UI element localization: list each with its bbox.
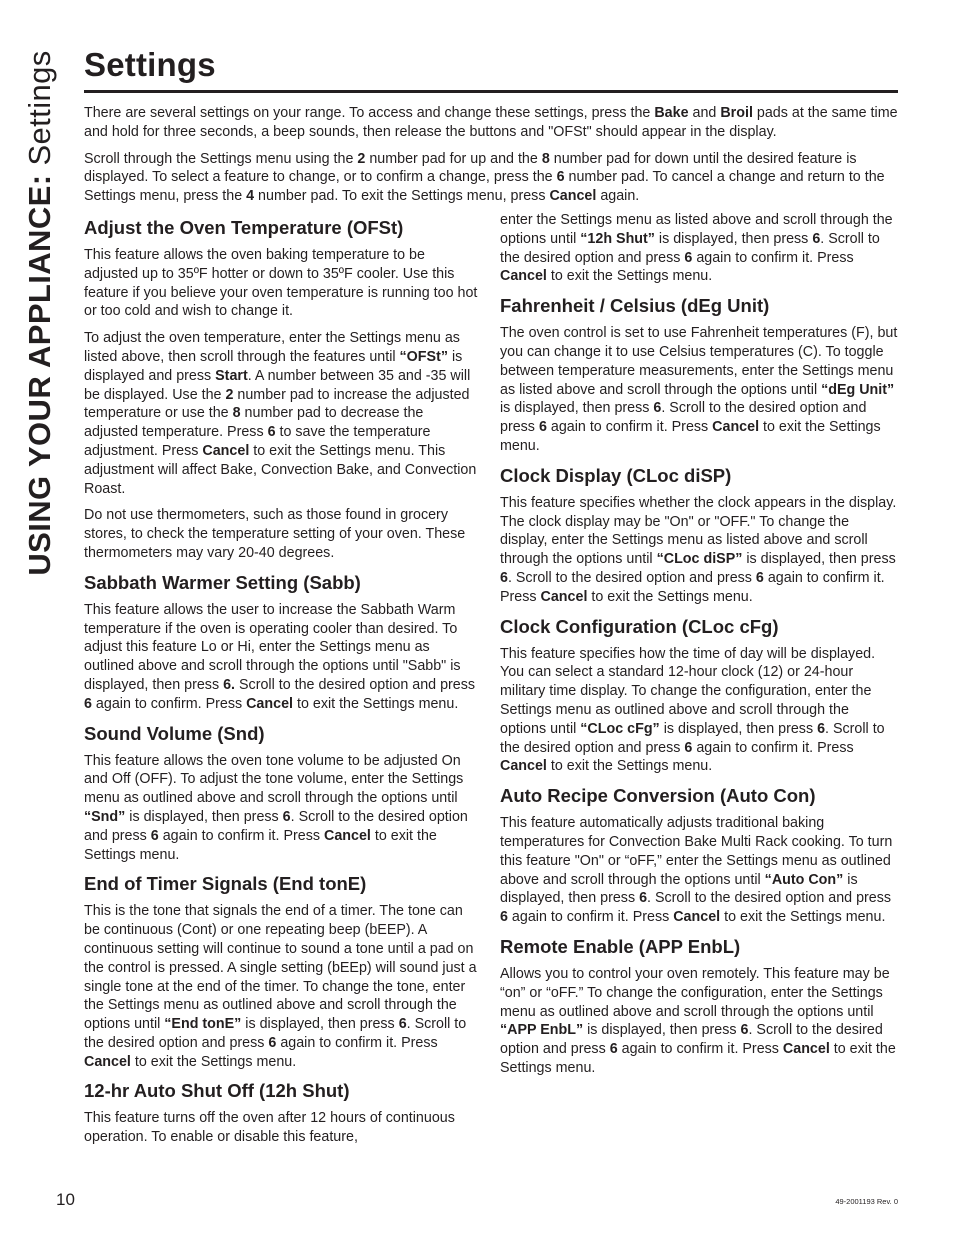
section-heading-ofst: Adjust the Oven Temperature (OFSt) xyxy=(84,217,404,238)
emphasis-text: 6. xyxy=(223,676,236,693)
emphasis-text: Bake xyxy=(654,105,689,121)
emphasis-text: “APP EnbL” xyxy=(500,1022,584,1039)
section-heading-end-tone: End of Timer Signals (End tonE) xyxy=(84,873,367,895)
section-heading-deg-unit: Fahrenheit / Celsius (dEg Unit) xyxy=(500,295,770,317)
emphasis-text: 4 xyxy=(246,188,255,205)
section-heading-cloc-cfg: Clock Configuration (CLoc cFg) xyxy=(500,615,779,637)
emphasis-text: 6 xyxy=(84,695,92,712)
page-number: 10 xyxy=(56,1190,75,1209)
sabb-paragraph: This feature allows the user to increase the Sabbath Warm temperature if the oven is operating cooler than desired. To adjust this feature Lo or Hi, enter the Settings menu as outlined above and scroll through the options until "Sabb" is displayed, then press 6. Scroll to the desired option and press 6 again to confirm. Press Cancel to exit the Settings menu. xyxy=(84,601,476,712)
emphasis-text: 8 xyxy=(541,150,550,167)
emphasis-text: “dEg Unit” xyxy=(821,381,895,398)
emphasis-text: “Auto Con” xyxy=(764,871,844,888)
side-tab-normal: Settings xyxy=(22,50,57,166)
emphasis-text: Cancel xyxy=(246,695,293,712)
emphasis-text: 6 xyxy=(538,419,547,436)
emphasis-text: 6 xyxy=(500,569,508,586)
title-rule xyxy=(84,90,898,93)
section-heading-auto-con: Auto Recipe Conversion (Auto Con) xyxy=(500,785,816,807)
end-tone-paragraph: This is the tone that signals the end of a timer. The tone can be continuous (Cont) or one repeating beep (bEEP). A continuous setting will continue to sound a tone until a pad on the control is pressed. A single setting (bEEp) will sound just a single tone at the end of the timer. To change the tone, enter the Settings menu as outlined above and scroll through the options until “End tonE” is displayed, then press 6. Scroll to the desired option and press 6 again to confirm it. Press Cancel to exit the Settings menu. xyxy=(84,903,477,1070)
emphasis-text: “OFSt” xyxy=(399,348,448,365)
emphasis-text: 6 xyxy=(639,890,648,907)
emphasis-text: “End tonE” xyxy=(164,1016,242,1033)
emphasis-text: 2 xyxy=(357,150,366,167)
ofst-paragraph: This feature allows the oven baking temperature to be adjusted up to 35ºF hotter or down to 35ºF cooler. Use this feature if you believe your oven temperature is running too hot or too cold and wish to change it. xyxy=(84,247,478,320)
app-enbl-paragraph: Allows you to control your oven remotely. This feature may be “on” or “oFF.” To change the configuration, enter the Settings menu as outlined above and scroll through the options until “APP EnbL” is displayed, then press 6. Scroll to the desired option and press 6 again to confirm it. Press Cancel to exit the Settings menu. xyxy=(500,965,896,1076)
snd-paragraph: This feature allows the oven tone volume to be adjusted On and Off (OFF). To adjust the tone volume, enter the Settings menu as outlined above and scroll through the options until “Snd” is displayed, then press 6. Scroll to the desired option and press 6 again to confirm it. Press Cancel to exit the Settings menu. xyxy=(84,752,468,863)
emphasis-text: 6 xyxy=(609,1041,618,1058)
side-tab-label xyxy=(22,50,58,575)
emphasis-text: Cancel xyxy=(84,1053,131,1070)
intro-paragraph: There are several settings on your range. To access and change these settings, press the Bake and Broil pads at the same time and hold for three seconds, a beep sounds, then release the buttons and "OFSt" should appear in the display. xyxy=(84,105,898,140)
emphasis-text: Cancel xyxy=(712,419,760,436)
emphasis-text: Cancel xyxy=(673,909,721,926)
cloc-cfg-paragraph: This feature specifies how the time of day will be displayed. You can select a standard 12-hour clock (12) or 24-hour military time display. To change the configuration, enter the Settings menu as outlined above and scroll through the options until “CLoc cFg” is displayed, then press 6. Scroll to the desired option and press 6 again to confirm it. Press Cancel to exit the Settings menu. xyxy=(500,645,885,775)
emphasis-text: Cancel xyxy=(500,268,547,285)
12h-shut-continued-paragraph: enter the Settings menu as listed above and scroll through the options until “12h Shut” is displayed, then press 6. Scroll to the desired option and press 6 again to confirm it. Press Cancel to exit the Settings menu. xyxy=(500,212,893,285)
emphasis-text: Start xyxy=(215,367,248,384)
right-column xyxy=(500,211,898,1086)
emphasis-text: 2 xyxy=(225,386,234,403)
emphasis-text: 6 xyxy=(282,808,291,825)
emphasis-text: 6 xyxy=(150,827,159,844)
emphasis-text: Cancel xyxy=(782,1041,830,1058)
section-heading-cloc-disp: Clock Display (CLoc diSP) xyxy=(500,464,732,486)
section-heading-snd: Sound Volume (Snd) xyxy=(84,722,265,744)
12h-shut-paragraph: This feature turns off the oven after 12 hours of continuous operation. To enable or disable this feature, xyxy=(84,1110,455,1146)
left-column xyxy=(84,212,480,1155)
ofst-paragraph: To adjust the oven temperature, enter the Settings menu as listed above, then scroll through the features until “OFSt” is displayed and press Start. A number between 35 and -35 will be displayed. Use the 2 number pad to increase the adjusted temperature or use the 8 number pad to decrease the adjusted temperature. Press 6 to save the temperature adjustment. Press Cancel to exit the Settings menu. This adjustment will affect Bake, Convection Bake, and Convection Roast. xyxy=(84,330,477,497)
emphasis-text: Cancel xyxy=(549,188,597,205)
emphasis-text: 6 xyxy=(740,1022,749,1039)
cloc-disp-paragraph: This feature specifies whether the clock appears in the display. The clock display may be "On" or "OFF." To change the display, enter the Settings menu as listed above and scroll through the options until “CLoc diSP” is displayed, then press 6. Scroll to the desired option and press 6 again to confirm it. Press Cancel to exit the Settings menu. xyxy=(500,494,897,605)
emphasis-text: “12h Shut” xyxy=(580,230,655,247)
intro-paragraph: Scroll through the Settings menu using the 2 number pad for up and the 8 number pad for down until the desired feature is displayed. To select a feature to change, or to confirm a change, press the 6 number pad. To cancel a change and return to the Settings menu, press the 4 number pad. To exit the Settings menu, press Cancel again. xyxy=(84,150,885,205)
emphasis-text: 6 xyxy=(556,169,565,186)
emphasis-text: 8 xyxy=(232,405,241,422)
emphasis-text: 6 xyxy=(755,569,764,586)
emphasis-text: 6 xyxy=(398,1016,407,1033)
emphasis-text: 6 xyxy=(268,1034,277,1051)
emphasis-text: “Snd” xyxy=(84,808,126,825)
emphasis-text: “CLoc diSP” xyxy=(656,551,743,568)
emphasis-text: Cancel xyxy=(540,588,588,605)
section-side-tab xyxy=(10,48,70,578)
emphasis-text: “CLoc cFg” xyxy=(580,720,660,737)
emphasis-text: Cancel xyxy=(202,442,250,459)
section-heading-app-enbl: Remote Enable (APP EnbL) xyxy=(500,935,741,957)
ofst-paragraph: Do not use thermometers, such as those found in grocery stores, to check the temperature setting of your oven. These thermometers may vary 20-40 degrees. xyxy=(84,507,466,561)
emphasis-text: Cancel xyxy=(500,758,547,775)
auto-con-paragraph: This feature automatically adjusts traditional baking temperatures for Convection Bake Multi Rack cooking. To turn this feature "On" or “oFF,” enter the Settings menu as outlined above and scroll through the options until “Auto Con” is displayed, then press 6. Scroll to the desired option and press 6 again to confirm it. Press Cancel to exit the Settings menu. xyxy=(500,815,893,926)
emphasis-text: 6 xyxy=(812,230,821,247)
emphasis-text: Cancel xyxy=(324,827,371,844)
document-id: 49-2001193 Rev. 0 xyxy=(835,1197,898,1206)
emphasis-text: 6 xyxy=(267,424,276,441)
emphasis-text: 6 xyxy=(500,909,508,926)
emphasis-text: 6 xyxy=(684,249,693,266)
emphasis-text: 6 xyxy=(817,720,826,737)
emphasis-text: Broil xyxy=(720,105,753,121)
deg-unit-paragraph: The oven control is set to use Fahrenheit temperatures (F), but you can change it to use Celsius temperatures (C). To toggle between temperature measurements, enter the Settings menu as listed above and scroll through the options until “dEg Unit” is displayed, then press 6. Scroll to the desired option and press 6 again to confirm it. Press Cancel to exit the Settings menu. xyxy=(500,325,898,454)
emphasis-text: 6 xyxy=(684,739,693,756)
intro xyxy=(84,104,898,214)
section-heading-sabb: Sabbath Warmer Setting (Sabb) xyxy=(84,571,361,593)
page-title: Settings xyxy=(84,46,216,83)
emphasis-text: 6 xyxy=(653,400,662,417)
side-tab-bold: USING YOUR APPLIANCE: xyxy=(22,174,57,576)
section-heading-12h-shut: 12-hr Auto Shut Off (12h Shut) xyxy=(84,1080,350,1102)
